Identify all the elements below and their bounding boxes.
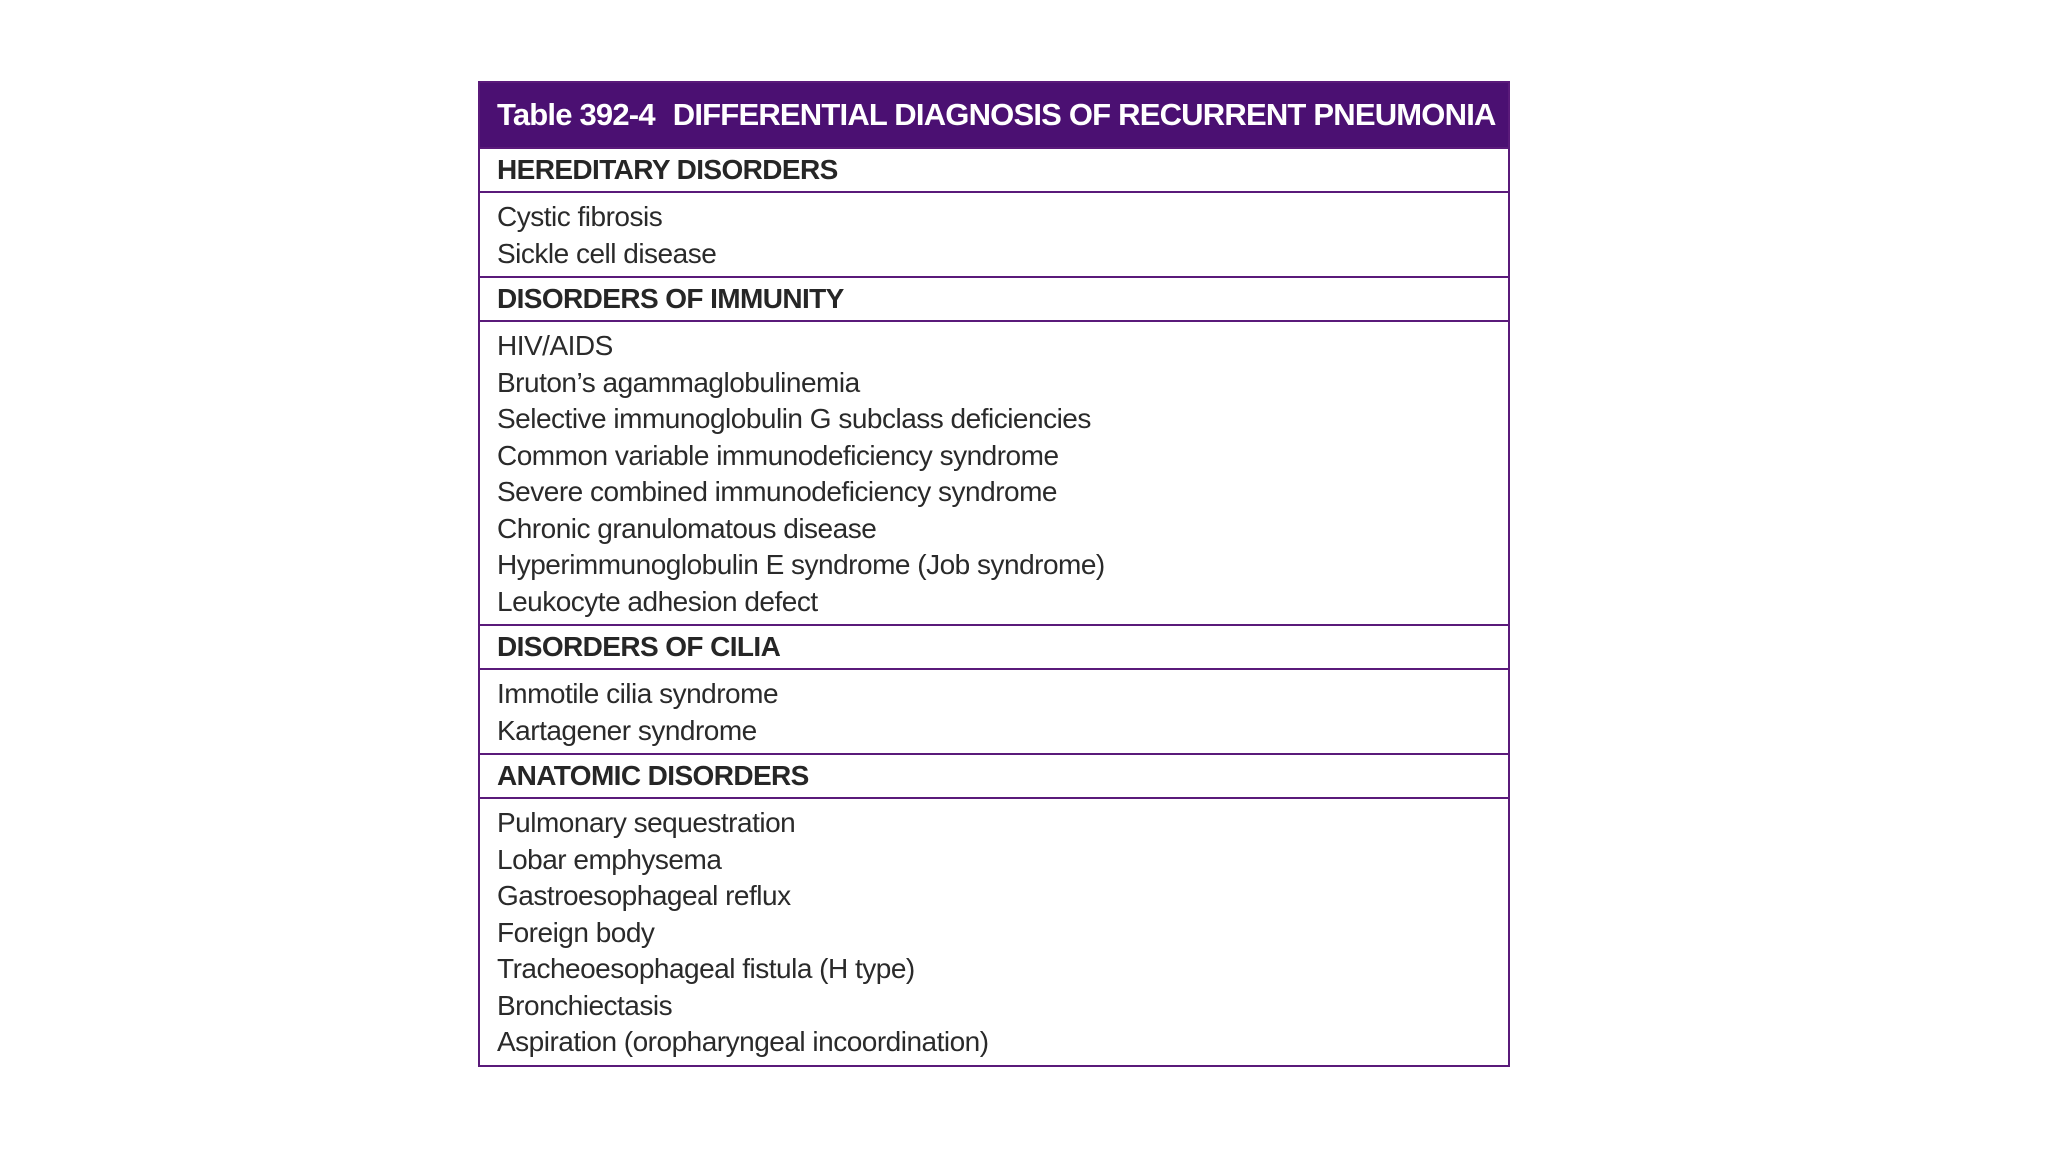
list-item: Pulmonary sequestration: [497, 807, 796, 838]
table-title: DIFFERENTIAL DIAGNOSIS OF RECURRENT PNEUMONIA: [672, 97, 1496, 132]
section-heading-cilia: DISORDERS OF CILIA: [480, 624, 1508, 668]
section-body-cilia: [480, 668, 1508, 753]
differential-diagnosis-table: [478, 81, 1510, 1067]
section-body-hereditary: [480, 191, 1508, 276]
table-title-bar: [480, 83, 1508, 147]
list-item: HIV/AIDS: [497, 330, 613, 361]
list-item: Kartagener syndrome: [497, 714, 757, 746]
section-heading-immunity: DISORDERS OF IMMUNITY: [480, 276, 1508, 320]
list-item: Foreign body: [497, 916, 655, 948]
section-body-anatomic: [480, 797, 1508, 1065]
list-item: Aspiration (oropharyngeal incoordination): [497, 1026, 989, 1057]
section-heading-hereditary: HEREDITARY DISORDERS: [480, 147, 1508, 191]
list-item: Sickle cell disease: [497, 237, 717, 269]
section-body-immunity: [480, 320, 1508, 624]
list-item: Common variable immunodeficiency syndrome: [497, 439, 1059, 471]
list-item: Severe combined immunodeficiency syndrome: [497, 476, 1057, 507]
list-item: Hyperimmunoglobulin E syndrome (Job syndrome): [497, 549, 1105, 580]
table-number: Table 392-4: [497, 97, 655, 132]
list-item: Tracheoesophageal fistula (H type): [497, 953, 915, 984]
list-item: Selective immunoglobulin G subclass deficiencies: [497, 403, 1091, 434]
list-item: Chronic granulomatous disease: [497, 512, 877, 544]
list-item: Cystic fibrosis: [497, 201, 663, 232]
list-item: Leukocyte adhesion defect: [497, 585, 818, 617]
list-item: Immotile cilia syndrome: [497, 678, 779, 709]
list-item: Gastroesophageal reflux: [497, 880, 791, 911]
section-heading-anatomic: ANATOMIC DISORDERS: [480, 753, 1508, 797]
list-item: Lobar emphysema: [497, 843, 722, 875]
list-item: Bruton’s agammaglobulinemia: [497, 366, 860, 398]
list-item: Bronchiectasis: [497, 989, 673, 1021]
